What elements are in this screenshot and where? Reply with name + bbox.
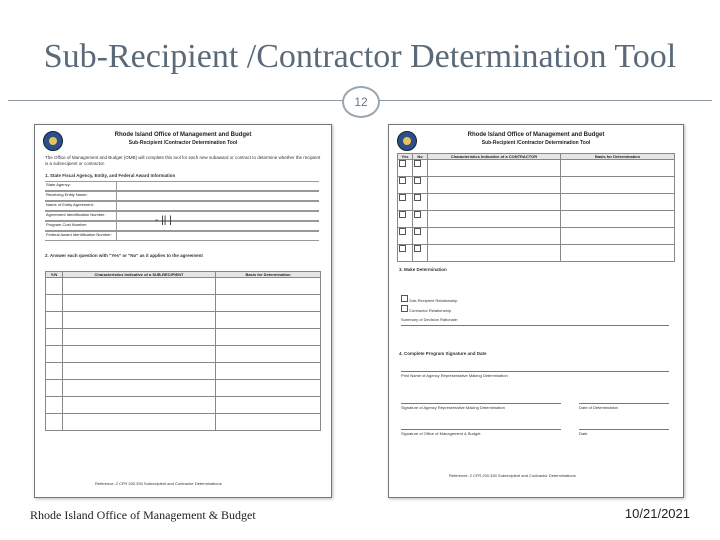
yes-checkbox[interactable] xyxy=(399,228,406,235)
no-checkbox[interactable] xyxy=(414,245,421,252)
yn-cell[interactable] xyxy=(46,414,63,431)
yes-cell[interactable] xyxy=(398,160,413,177)
print-name-line[interactable] xyxy=(401,371,669,372)
characteristic-cell xyxy=(428,228,561,245)
yes-checkbox[interactable] xyxy=(399,177,406,184)
left-document-page xyxy=(34,124,332,498)
option-label: Sub-Recipient Relationship xyxy=(409,298,458,303)
characteristic-cell xyxy=(428,211,561,228)
yes-checkbox[interactable] xyxy=(399,245,406,252)
omb-date-label: Date xyxy=(579,431,588,436)
basis-cell[interactable] xyxy=(216,278,321,295)
basis-cell[interactable] xyxy=(216,397,321,414)
option-label: Contractor Relationship xyxy=(409,308,451,313)
no-checkbox[interactable] xyxy=(414,160,421,167)
basis-cell[interactable] xyxy=(216,363,321,380)
characteristic-cell xyxy=(428,160,561,177)
yn-cell[interactable] xyxy=(46,397,63,414)
field-label: Receiving Entity Name: xyxy=(45,192,117,200)
left-doc-footer: Reference: 2 CFR 200.330 Subrecipient and Contractor Determinations xyxy=(95,481,222,486)
right-document-page xyxy=(388,124,684,498)
right-doc-subtitle: Sub-Recipient /Contractor Determination Tool xyxy=(481,140,591,146)
yes-checkbox[interactable] xyxy=(399,211,406,218)
agency-signature-label: Signature of Agency Representative Making Determination xyxy=(401,405,505,410)
form-row[interactable] xyxy=(45,191,319,201)
col-characteristics: Characteristics Indicative of a SUB-RECIPIENT xyxy=(63,272,216,278)
basis-cell[interactable] xyxy=(561,228,675,245)
no-cell[interactable] xyxy=(413,160,428,177)
no-cell[interactable] xyxy=(413,177,428,194)
characteristic-cell xyxy=(63,278,216,295)
col-yn: Y/N xyxy=(46,272,63,278)
characteristic-cell xyxy=(63,329,216,346)
right-doc-footer: Reference: 2 CFR 200.330 Subrecipient and Contractor Determinations xyxy=(449,473,576,478)
basis-cell[interactable] xyxy=(216,414,321,431)
yes-cell[interactable] xyxy=(398,228,413,245)
no-cell[interactable] xyxy=(413,228,428,245)
basis-cell[interactable] xyxy=(561,160,675,177)
basis-cell[interactable] xyxy=(216,295,321,312)
left-doc-section2: 2. Answer each question with "Yes" or "No" as it applies to the agreement xyxy=(45,253,203,258)
col-no: No xyxy=(413,154,428,160)
field-label: State Agency: xyxy=(45,182,117,190)
characteristic-cell xyxy=(63,380,216,397)
form-row[interactable] xyxy=(45,221,319,231)
yes-checkbox[interactable] xyxy=(399,160,406,167)
yes-cell[interactable] xyxy=(398,245,413,262)
summary-line[interactable] xyxy=(401,325,669,326)
form-row[interactable] xyxy=(45,181,319,191)
characteristic-cell xyxy=(63,295,216,312)
cursor-mark: - || | xyxy=(155,215,172,226)
basis-cell[interactable] xyxy=(561,211,675,228)
no-checkbox[interactable] xyxy=(414,228,421,235)
basis-cell[interactable] xyxy=(561,194,675,211)
date-determination-line[interactable] xyxy=(579,403,669,404)
basis-cell[interactable] xyxy=(216,380,321,397)
basis-cell[interactable] xyxy=(216,329,321,346)
no-cell[interactable] xyxy=(413,211,428,228)
col-contractor-characteristics: Characteristics Indicative of a CONTRACTOR xyxy=(428,154,561,160)
footer-organization: Rhode Island Office of Management & Budget xyxy=(30,508,256,522)
no-checkbox[interactable] xyxy=(414,211,421,218)
characteristic-cell xyxy=(428,245,561,262)
subrecipient-table xyxy=(45,271,321,431)
characteristic-cell xyxy=(63,363,216,380)
basis-cell[interactable] xyxy=(561,177,675,194)
field-label: Name of Entity Agreement: xyxy=(45,202,117,210)
yn-cell[interactable] xyxy=(46,329,63,346)
col-basis: Basis for Determination xyxy=(561,154,675,160)
left-doc-section1: 1. State Fiscal Agency, Entity, and Federal Award Information xyxy=(45,173,176,178)
characteristic-cell xyxy=(63,397,216,414)
no-cell[interactable] xyxy=(413,245,428,262)
yes-cell[interactable] xyxy=(398,177,413,194)
basis-cell[interactable] xyxy=(216,312,321,329)
omb-signature-line[interactable] xyxy=(401,429,561,430)
option-contractor[interactable] xyxy=(401,305,451,313)
footer-date: 10/21/2021 xyxy=(624,506,690,521)
yn-cell[interactable] xyxy=(46,312,63,329)
characteristic-cell xyxy=(63,312,216,329)
yes-cell[interactable] xyxy=(398,211,413,228)
print-name-label: Print Name of Agency Representative Making Determination xyxy=(401,373,508,378)
subrecipient-checkbox[interactable] xyxy=(401,295,408,302)
left-doc-intro: The Office of Management and Budget (OMB) will complete this tool for each new subaward or contract to determine whether the recipient is a subrecipient or contractor. xyxy=(45,155,321,166)
yn-cell[interactable] xyxy=(46,295,63,312)
field-label: Program Cost Number: xyxy=(45,222,117,230)
option-subrecipient[interactable] xyxy=(401,295,457,303)
basis-cell[interactable] xyxy=(216,346,321,363)
contractor-checkbox[interactable] xyxy=(401,305,408,312)
right-doc-org: Rhode Island Office of Management and Budget xyxy=(467,132,605,138)
characteristic-cell xyxy=(63,346,216,363)
form-row[interactable] xyxy=(45,231,319,241)
yn-cell[interactable] xyxy=(46,380,63,397)
yn-cell[interactable] xyxy=(46,346,63,363)
col-yes: Yes xyxy=(398,154,413,160)
yes-cell[interactable] xyxy=(398,194,413,211)
no-cell[interactable] xyxy=(413,194,428,211)
characteristic-cell xyxy=(428,177,561,194)
omb-date-line[interactable] xyxy=(579,429,669,430)
field-label: Federal Award Identification Number: xyxy=(45,232,117,240)
no-checkbox[interactable] xyxy=(414,177,421,184)
form-row[interactable] xyxy=(45,201,319,211)
slide-title: Sub-Recipient /Contractor Determination Tool xyxy=(43,38,677,75)
yn-cell[interactable] xyxy=(46,363,63,380)
omb-signature-label: Signature of Office of Management & Budget xyxy=(401,431,481,436)
no-checkbox[interactable] xyxy=(414,194,421,201)
characteristic-cell xyxy=(428,194,561,211)
form-row[interactable] xyxy=(45,211,319,221)
col-basis: Basis for Determination xyxy=(216,272,321,278)
right-doc-section3: 3. Make Determination xyxy=(399,267,447,272)
agency-signature-line[interactable] xyxy=(401,403,561,404)
left-doc-org: Rhode Island Office of Management and Budget xyxy=(114,132,252,138)
field-label: Agreement Identification Number: xyxy=(45,212,117,220)
left-doc-subtitle: Sub-Recipient /Contractor Determination Tool xyxy=(128,140,238,146)
contractor-table xyxy=(397,153,675,262)
right-doc-section4: 4. Complete Program Signature and Date xyxy=(399,351,487,356)
yes-checkbox[interactable] xyxy=(399,194,406,201)
page-number-badge: 12 xyxy=(342,86,380,118)
yn-cell[interactable] xyxy=(46,278,63,295)
date-determination-label: Date of Determination xyxy=(579,405,618,410)
characteristic-cell xyxy=(63,414,216,431)
basis-cell[interactable] xyxy=(561,245,675,262)
summary-label: Summary of Decision Rationale: xyxy=(401,317,459,322)
